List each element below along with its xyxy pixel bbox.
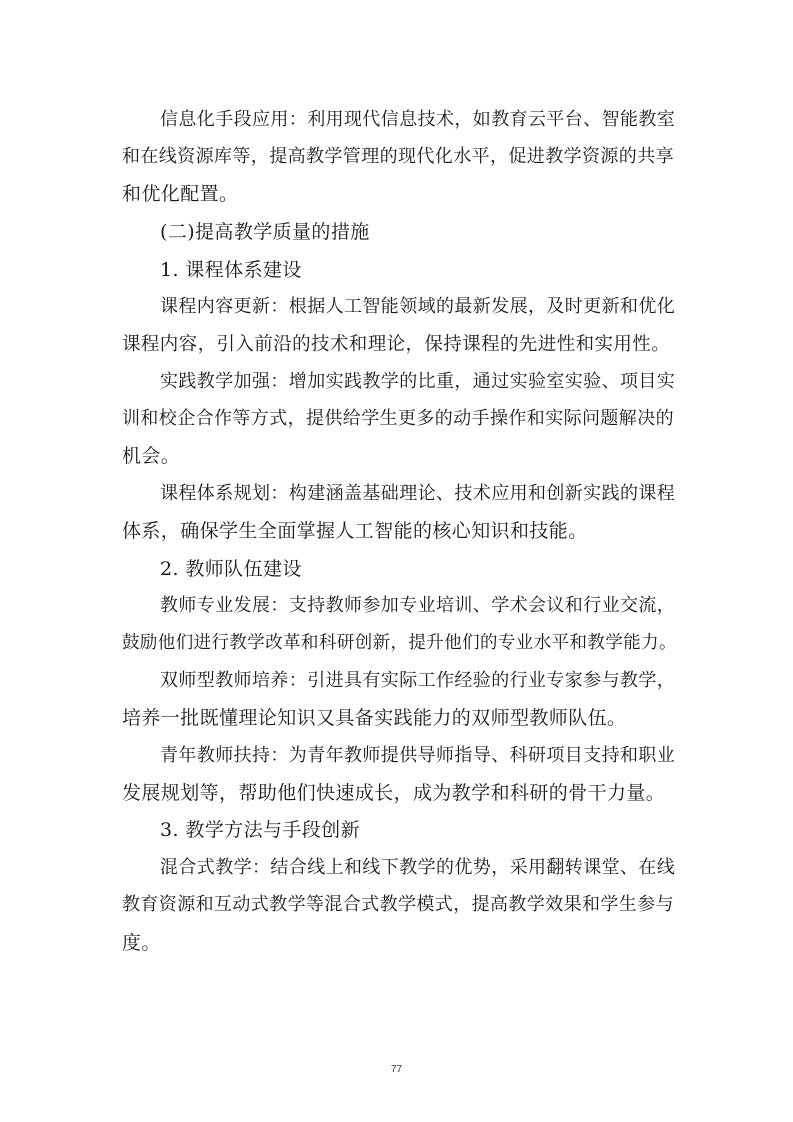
paragraph-line: 和在线资源库等，提高教学管理的现代化水平，促进教学资源的共享 <box>122 146 674 167</box>
paragraph-line: 鼓励他们进行教学改革和科研创新，提升他们的专业水平和教学能力。 <box>122 633 677 653</box>
paragraph-line: 实践教学加强：增加实践教学的比重，通过实验室实验、项目实 <box>160 371 676 392</box>
page-number: 77 <box>390 1064 403 1075</box>
paragraph-line: 教师专业发展：支持教师参加专业培训、学术会议和行业交流， <box>160 595 676 616</box>
paragraph-line: 课程内容，引入前沿的技术和理论，保持课程的先进性和实用性。 <box>122 334 671 355</box>
paragraph-line: 体系，确保学生全面掌握人工智能的核心知识和技能。 <box>122 520 588 542</box>
paragraph-line: 教育资源和互动式教学等混合式教学模式，提高教学效果和学生参与 <box>122 894 674 915</box>
paragraph-line: 训和校企合作等方式，提供给学生更多的动手操作和实际问题解决的 <box>122 408 674 429</box>
subsection-heading: 1. 课程体系建设 <box>160 259 302 281</box>
paragraph-line: 培养一批既懂理论知识又具备实践能力的双师型教师队伍。 <box>122 707 627 729</box>
section-heading: (二)提高教学质量的措施 <box>160 221 370 243</box>
paragraph-line: 课程内容更新：根据人工智能领域的最新发展，及时更新和优化 <box>160 296 676 317</box>
paragraph-line: 信息化手段应用：利用现代信息技术，如教育云平台、智能教室 <box>160 109 676 130</box>
subsection-heading: 2. 教师队伍建设 <box>160 558 302 580</box>
paragraph-line: 度。 <box>122 932 161 954</box>
subsection-heading: 3. 教学方法与手段创新 <box>160 819 360 841</box>
paragraph-line: 青年教师扶持：为青年教师提供导师指导、科研项目支持和职业 <box>160 745 676 766</box>
paragraph-line: 课程体系规划：构建涵盖基础理论、技术应用和创新实践的课程 <box>160 483 676 504</box>
paragraph-line: 双师型教师培养：引进具有实际工作经验的行业专家参与教学， <box>160 670 676 691</box>
paragraph-line: 机会。 <box>122 445 181 467</box>
paragraph-line: 发展规划等，帮助他们快速成长，成为教学和科研的骨干力量。 <box>122 782 666 804</box>
paragraph-line: 混合式教学：结合线上和线下教学的优势，采用翻转课堂、在线 <box>160 857 676 878</box>
paragraph-line: 和优化配置。 <box>122 183 239 205</box>
